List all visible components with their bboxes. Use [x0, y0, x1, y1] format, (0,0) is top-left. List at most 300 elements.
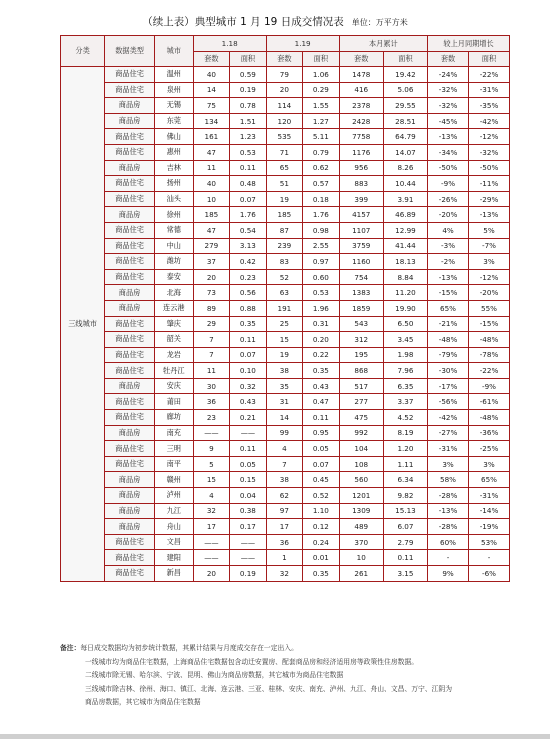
growth-area-cell: -48% — [468, 332, 509, 348]
table-row — [61, 550, 510, 566]
city-cell: 惠州 — [154, 144, 193, 160]
count-119-cell: 191 — [266, 300, 302, 316]
city-cell: 潍坊 — [154, 254, 193, 270]
area-month-cell: 3.91 — [383, 191, 427, 207]
count-118-cell: 11 — [193, 160, 229, 176]
data-type-cell: 商品住宅 — [105, 456, 155, 472]
data-type-cell: 商品房 — [105, 160, 155, 176]
growth-count-cell: 4% — [428, 222, 469, 238]
area-month-cell: 6.50 — [383, 316, 427, 332]
growth-count-cell: -45% — [428, 113, 469, 129]
count-119-cell: 19 — [266, 347, 302, 363]
growth-area-cell: -11% — [468, 176, 509, 192]
area-month-cell: 0.11 — [383, 550, 427, 566]
area-119-cell: 0.35 — [303, 566, 340, 582]
growth-count-cell: -13% — [428, 129, 469, 145]
city-cell: 廊坊 — [154, 410, 193, 426]
area-118-cell: 0.23 — [230, 269, 267, 285]
count-month-cell: 956 — [339, 160, 383, 176]
growth-area-cell: 3% — [468, 254, 509, 270]
growth-area-cell: -32% — [468, 144, 509, 160]
count-month-cell: 2378 — [339, 98, 383, 114]
area-month-cell: 1.11 — [383, 456, 427, 472]
data-type-cell: 商品住宅 — [105, 269, 155, 285]
area-118-cell: 0.17 — [230, 519, 267, 535]
table-row — [61, 566, 510, 582]
growth-count-cell: -20% — [428, 207, 469, 223]
area-119-cell: 0.01 — [303, 550, 340, 566]
area-119-cell: 0.60 — [303, 269, 340, 285]
count-118-cell: 75 — [193, 98, 229, 114]
area-118-cell: 3.13 — [230, 238, 267, 254]
category-cell: 三线城市 — [61, 67, 105, 582]
growth-count-cell: -28% — [428, 519, 469, 535]
count-118-cell: —— — [193, 425, 229, 441]
data-type-cell: 商品住宅 — [105, 566, 155, 582]
area-118-cell: 0.38 — [230, 503, 267, 519]
growth-count-cell: 58% — [428, 472, 469, 488]
data-type-cell: 商品住宅 — [105, 67, 155, 83]
count-month-cell: 1201 — [339, 488, 383, 504]
city-cell: 南充 — [154, 425, 193, 441]
growth-area-cell: -50% — [468, 160, 509, 176]
growth-area-cell: -31% — [468, 82, 509, 98]
growth-count-cell: -27% — [428, 425, 469, 441]
growth-area-cell: -14% — [468, 503, 509, 519]
city-cell: 牡丹江 — [154, 363, 193, 379]
area-month-cell: 15.13 — [383, 503, 427, 519]
transactions-table — [60, 35, 510, 582]
area-119-cell: 0.97 — [303, 254, 340, 270]
growth-count-cell: -28% — [428, 488, 469, 504]
count-119-cell: 120 — [266, 113, 302, 129]
growth-count-cell: -13% — [428, 269, 469, 285]
data-type-cell: 商品住宅 — [105, 534, 155, 550]
city-cell: 汕头 — [154, 191, 193, 207]
count-118-cell: 40 — [193, 67, 229, 83]
area-118-cell: 0.11 — [230, 160, 267, 176]
area-119-cell: 0.79 — [303, 144, 340, 160]
area-119-cell: 0.53 — [303, 285, 340, 301]
area-month-cell: 19.90 — [383, 300, 427, 316]
table-row — [61, 519, 510, 535]
area-month-cell: 6.34 — [383, 472, 427, 488]
area-119-cell: 0.43 — [303, 378, 340, 394]
table-row — [61, 347, 510, 363]
data-type-cell: 商品住宅 — [105, 394, 155, 410]
growth-area-cell: 3% — [468, 456, 509, 472]
growth-area-cell: -42% — [468, 113, 509, 129]
area-month-cell: 11.20 — [383, 285, 427, 301]
table-row — [61, 425, 510, 441]
count-118-cell: —— — [193, 534, 229, 550]
data-type-cell: 商品住宅 — [105, 191, 155, 207]
area-118-cell: 0.05 — [230, 456, 267, 472]
growth-area-cell: -35% — [468, 98, 509, 114]
subheader-count: 套数 — [266, 52, 302, 67]
data-type-cell: 商品房 — [105, 98, 155, 114]
city-cell: 温州 — [154, 67, 193, 83]
count-month-cell: 261 — [339, 566, 383, 582]
count-119-cell: 99 — [266, 425, 302, 441]
city-cell: 泰安 — [154, 269, 193, 285]
table-body — [61, 67, 510, 582]
header-row — [61, 36, 510, 52]
count-118-cell: 20 — [193, 566, 229, 582]
data-type-cell: 商品住宅 — [105, 222, 155, 238]
growth-area-cell: -25% — [468, 441, 509, 457]
area-month-cell: 14.07 — [383, 144, 427, 160]
count-month-cell: 277 — [339, 394, 383, 410]
growth-area-cell: 65% — [468, 472, 509, 488]
table-row — [61, 238, 510, 254]
growth-count-cell: 60% — [428, 534, 469, 550]
count-month-cell: 543 — [339, 316, 383, 332]
growth-count-cell: - — [428, 550, 469, 566]
growth-area-cell: -48% — [468, 410, 509, 426]
data-type-cell: 商品住宅 — [105, 410, 155, 426]
count-119-cell: 35 — [266, 378, 302, 394]
table-row — [61, 269, 510, 285]
count-118-cell: 89 — [193, 300, 229, 316]
count-month-cell: 1176 — [339, 144, 383, 160]
count-month-cell: 312 — [339, 332, 383, 348]
area-month-cell: 1.98 — [383, 347, 427, 363]
count-month-cell: 7758 — [339, 129, 383, 145]
count-119-cell: 31 — [266, 394, 302, 410]
city-cell: 吉林 — [154, 160, 193, 176]
subheader-count: 套数 — [193, 52, 229, 67]
header-data-type: 数据类型 — [105, 36, 155, 67]
area-118-cell: 0.19 — [230, 566, 267, 582]
count-119-cell: 19 — [266, 191, 302, 207]
note-text: 每日成交数据均为初步统计数据，其累计结果与月度成交存在一定出入。 — [80, 644, 298, 652]
growth-count-cell: -24% — [428, 67, 469, 83]
growth-area-cell: -78% — [468, 347, 509, 363]
data-type-cell: 商品房 — [105, 488, 155, 504]
data-type-cell: 商品房 — [105, 425, 155, 441]
data-type-cell: 商品住宅 — [105, 332, 155, 348]
growth-count-cell: -34% — [428, 144, 469, 160]
table-row — [61, 82, 510, 98]
city-cell: 连云港 — [154, 300, 193, 316]
area-118-cell: 1.76 — [230, 207, 267, 223]
area-118-cell: 0.07 — [230, 347, 267, 363]
table-row — [61, 98, 510, 114]
area-118-cell: 0.11 — [230, 441, 267, 457]
area-month-cell: 46.89 — [383, 207, 427, 223]
city-cell: 安庆 — [154, 378, 193, 394]
count-119-cell: 7 — [266, 456, 302, 472]
growth-count-cell: -15% — [428, 285, 469, 301]
growth-count-cell: 65% — [428, 300, 469, 316]
area-119-cell: 0.12 — [303, 519, 340, 535]
area-119-cell: 0.18 — [303, 191, 340, 207]
area-119-cell: 5.11 — [303, 129, 340, 145]
count-118-cell: —— — [193, 550, 229, 566]
area-118-cell: 0.56 — [230, 285, 267, 301]
data-type-cell: 商品房 — [105, 285, 155, 301]
count-month-cell: 10 — [339, 550, 383, 566]
count-119-cell: 36 — [266, 534, 302, 550]
growth-count-cell: -17% — [428, 378, 469, 394]
data-type-cell: 商品住宅 — [105, 363, 155, 379]
table-row — [61, 67, 510, 83]
growth-area-cell: -7% — [468, 238, 509, 254]
area-118-cell: 0.35 — [230, 316, 267, 332]
count-119-cell: 52 — [266, 269, 302, 285]
data-type-cell: 商品房 — [105, 207, 155, 223]
count-118-cell: 279 — [193, 238, 229, 254]
count-month-cell: 475 — [339, 410, 383, 426]
area-119-cell: 1.55 — [303, 98, 340, 114]
area-118-cell: 0.10 — [230, 363, 267, 379]
growth-count-cell: -2% — [428, 254, 469, 270]
city-cell: 赣州 — [154, 472, 193, 488]
area-118-cell: 0.43 — [230, 394, 267, 410]
area-119-cell: 1.06 — [303, 67, 340, 83]
note-line: 三线城市除吉林、徐州、海口、镇江、北海、连云港、三亚、桂林、安庆、南充、泸州、九江、舟山、文昌、万宁、江阴为 — [85, 684, 453, 693]
growth-area-cell: -15% — [468, 316, 509, 332]
area-month-cell: 12.99 — [383, 222, 427, 238]
header-yoy: 较上月同期增长 — [428, 36, 510, 52]
footer-bar — [0, 734, 550, 739]
city-cell: 新昌 — [154, 566, 193, 582]
growth-count-cell: -13% — [428, 503, 469, 519]
count-119-cell: 114 — [266, 98, 302, 114]
area-118-cell: 0.78 — [230, 98, 267, 114]
count-119-cell: 185 — [266, 207, 302, 223]
count-118-cell: 37 — [193, 254, 229, 270]
area-month-cell: 2.79 — [383, 534, 427, 550]
note-line: 一线城市均为商品住宅数据，上海商品住宅数据包含动迁安置房、配套商品房和经济适用房等政策性住房数据。 — [85, 657, 419, 666]
count-119-cell: 20 — [266, 82, 302, 98]
count-month-cell: 108 — [339, 456, 383, 472]
area-month-cell: 18.13 — [383, 254, 427, 270]
area-118-cell: —— — [230, 550, 267, 566]
area-118-cell: 0.42 — [230, 254, 267, 270]
growth-count-cell: -30% — [428, 363, 469, 379]
count-118-cell: 47 — [193, 144, 229, 160]
area-month-cell: 9.82 — [383, 488, 427, 504]
count-118-cell: 32 — [193, 503, 229, 519]
area-118-cell: 0.59 — [230, 67, 267, 83]
count-118-cell: 9 — [193, 441, 229, 457]
count-119-cell: 1 — [266, 550, 302, 566]
count-118-cell: 5 — [193, 456, 229, 472]
count-month-cell: 489 — [339, 519, 383, 535]
table-row — [61, 113, 510, 129]
data-type-cell: 商品住宅 — [105, 176, 155, 192]
growth-count-cell: -56% — [428, 394, 469, 410]
count-118-cell: 14 — [193, 82, 229, 98]
count-month-cell: 992 — [339, 425, 383, 441]
count-118-cell: 185 — [193, 207, 229, 223]
count-month-cell: 416 — [339, 82, 383, 98]
table-row — [61, 191, 510, 207]
area-119-cell: 0.35 — [303, 363, 340, 379]
area-119-cell: 0.24 — [303, 534, 340, 550]
table-row — [61, 254, 510, 270]
count-118-cell: 7 — [193, 332, 229, 348]
city-cell: 无锡 — [154, 98, 193, 114]
data-type-cell: 商品房 — [105, 503, 155, 519]
area-119-cell: 0.29 — [303, 82, 340, 98]
count-month-cell: 4157 — [339, 207, 383, 223]
count-119-cell: 79 — [266, 67, 302, 83]
data-type-cell: 商品住宅 — [105, 254, 155, 270]
city-cell: 龙岩 — [154, 347, 193, 363]
table-row — [61, 363, 510, 379]
area-119-cell: 0.62 — [303, 160, 340, 176]
city-cell: 九江 — [154, 503, 193, 519]
table-row — [61, 503, 510, 519]
count-119-cell: 25 — [266, 316, 302, 332]
table-row — [61, 378, 510, 394]
count-month-cell: 560 — [339, 472, 383, 488]
growth-area-cell: -29% — [468, 191, 509, 207]
area-118-cell: 0.04 — [230, 488, 267, 504]
area-118-cell: 1.23 — [230, 129, 267, 145]
growth-area-cell: 53% — [468, 534, 509, 550]
table-row — [61, 472, 510, 488]
growth-area-cell: 55% — [468, 300, 509, 316]
city-cell: 三明 — [154, 441, 193, 457]
data-type-cell: 商品住宅 — [105, 441, 155, 457]
growth-count-cell: 3% — [428, 456, 469, 472]
area-119-cell: 1.27 — [303, 113, 340, 129]
city-cell: 文昌 — [154, 534, 193, 550]
count-118-cell: 7 — [193, 347, 229, 363]
table-row — [61, 300, 510, 316]
area-119-cell: 1.96 — [303, 300, 340, 316]
city-cell: 扬州 — [154, 176, 193, 192]
count-118-cell: 73 — [193, 285, 229, 301]
count-month-cell: 104 — [339, 441, 383, 457]
growth-area-cell: -20% — [468, 285, 509, 301]
data-type-cell: 商品房 — [105, 472, 155, 488]
data-type-cell: 商品住宅 — [105, 550, 155, 566]
area-119-cell: 0.31 — [303, 316, 340, 332]
area-118-cell: 0.54 — [230, 222, 267, 238]
count-119-cell: 38 — [266, 363, 302, 379]
area-119-cell: 0.47 — [303, 394, 340, 410]
count-118-cell: 36 — [193, 394, 229, 410]
growth-area-cell: -36% — [468, 425, 509, 441]
data-type-cell: 商品住宅 — [105, 316, 155, 332]
count-month-cell: 2428 — [339, 113, 383, 129]
growth-count-cell: -9% — [428, 176, 469, 192]
area-119-cell: 0.95 — [303, 425, 340, 441]
note-line — [60, 642, 520, 656]
city-cell: 肇庆 — [154, 316, 193, 332]
subheader-count: 套数 — [428, 52, 469, 67]
city-cell: 莆田 — [154, 394, 193, 410]
count-118-cell: 47 — [193, 222, 229, 238]
count-119-cell: 17 — [266, 519, 302, 535]
table-row — [61, 332, 510, 348]
growth-count-cell: -31% — [428, 441, 469, 457]
data-type-cell: 商品住宅 — [105, 82, 155, 98]
table-row — [61, 129, 510, 145]
count-month-cell: 1859 — [339, 300, 383, 316]
area-118-cell: 0.32 — [230, 378, 267, 394]
growth-count-cell: 9% — [428, 566, 469, 582]
area-118-cell: 1.51 — [230, 113, 267, 129]
subheader-area: 面积 — [383, 52, 427, 67]
table-row — [61, 394, 510, 410]
count-119-cell: 71 — [266, 144, 302, 160]
area-month-cell: 3.15 — [383, 566, 427, 582]
count-month-cell: 1478 — [339, 67, 383, 83]
count-month-cell: 883 — [339, 176, 383, 192]
area-118-cell: 0.11 — [230, 332, 267, 348]
area-118-cell: 0.21 — [230, 410, 267, 426]
area-119-cell: 0.52 — [303, 488, 340, 504]
count-month-cell: 370 — [339, 534, 383, 550]
table-row — [61, 222, 510, 238]
growth-area-cell: -61% — [468, 394, 509, 410]
notes-section — [60, 642, 520, 710]
area-119-cell: 0.20 — [303, 332, 340, 348]
area-118-cell: 0.48 — [230, 176, 267, 192]
header-month-total: 本月累计 — [339, 36, 427, 52]
growth-area-cell: -22% — [468, 363, 509, 379]
area-month-cell: 64.79 — [383, 129, 427, 145]
table-title-row — [0, 14, 550, 29]
count-month-cell: 1160 — [339, 254, 383, 270]
header-date-119: 1.19 — [266, 36, 339, 52]
count-119-cell: 62 — [266, 488, 302, 504]
area-118-cell: 0.19 — [230, 82, 267, 98]
count-118-cell: 10 — [193, 191, 229, 207]
count-118-cell: 15 — [193, 472, 229, 488]
count-month-cell: 1107 — [339, 222, 383, 238]
area-119-cell: 0.57 — [303, 176, 340, 192]
count-month-cell: 517 — [339, 378, 383, 394]
city-cell: 徐州 — [154, 207, 193, 223]
area-118-cell: 0.15 — [230, 472, 267, 488]
header-category: 分类 — [61, 36, 105, 67]
growth-count-cell: -79% — [428, 347, 469, 363]
count-119-cell: 51 — [266, 176, 302, 192]
growth-area-cell: -13% — [468, 207, 509, 223]
count-119-cell: 32 — [266, 566, 302, 582]
area-119-cell: 0.05 — [303, 441, 340, 457]
growth-area-cell: -12% — [468, 269, 509, 285]
area-month-cell: 29.55 — [383, 98, 427, 114]
area-118-cell: —— — [230, 425, 267, 441]
area-119-cell: 0.45 — [303, 472, 340, 488]
growth-count-cell: -21% — [428, 316, 469, 332]
count-118-cell: 20 — [193, 269, 229, 285]
area-month-cell: 8.19 — [383, 425, 427, 441]
subheader-area: 面积 — [303, 52, 340, 67]
data-type-cell: 商品房 — [105, 519, 155, 535]
growth-area-cell: -6% — [468, 566, 509, 582]
table-row — [61, 534, 510, 550]
count-month-cell: 399 — [339, 191, 383, 207]
count-118-cell: 40 — [193, 176, 229, 192]
table-row — [61, 488, 510, 504]
count-month-cell: 1383 — [339, 285, 383, 301]
count-118-cell: 29 — [193, 316, 229, 332]
area-119-cell: 1.76 — [303, 207, 340, 223]
count-119-cell: 4 — [266, 441, 302, 457]
area-month-cell: 4.52 — [383, 410, 427, 426]
table-row — [61, 410, 510, 426]
area-month-cell: 6.07 — [383, 519, 427, 535]
